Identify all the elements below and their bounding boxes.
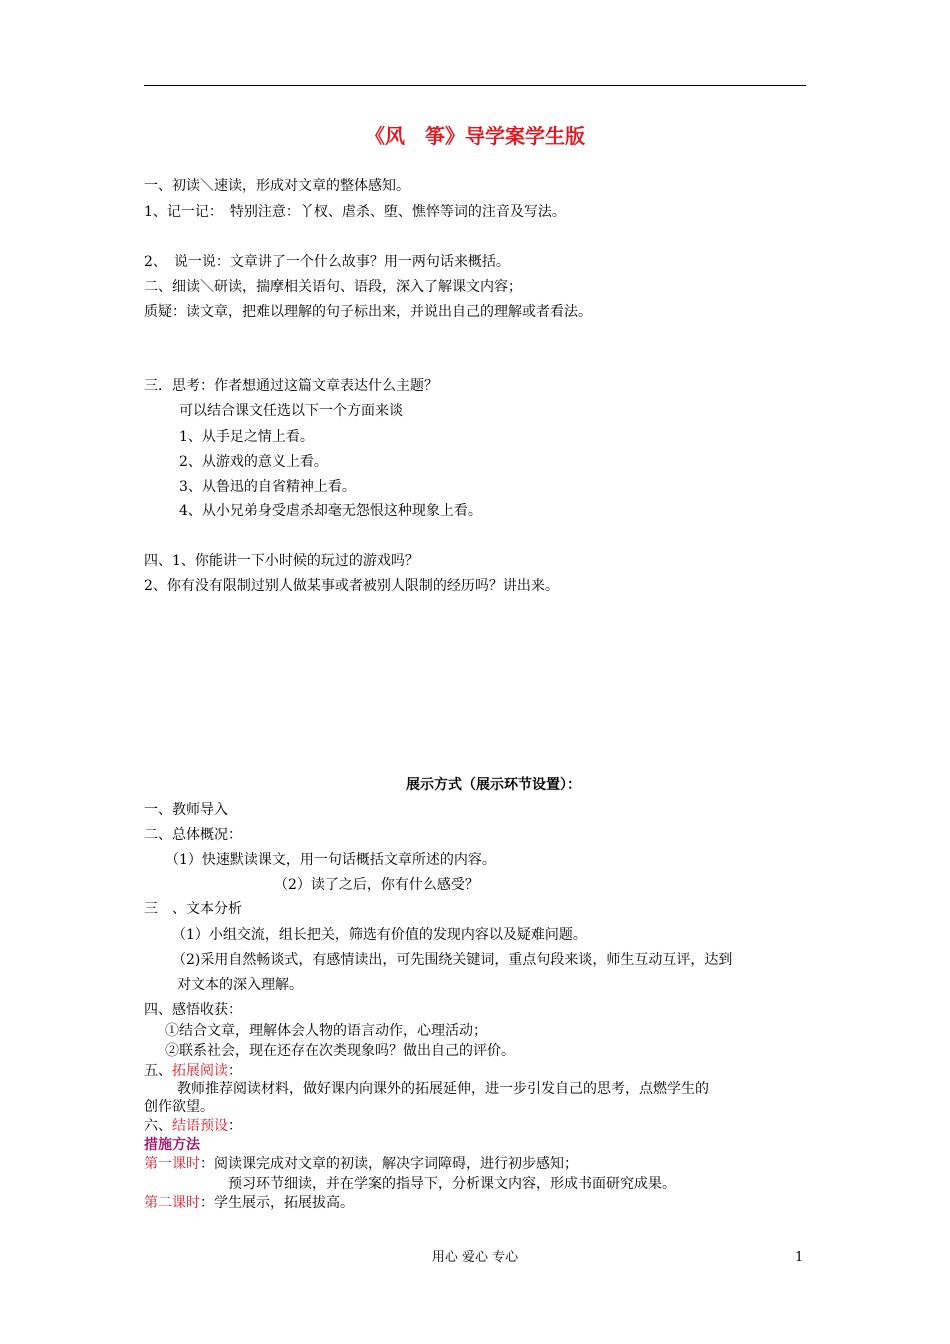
section-3-item: 4、从小兄弟身受虐杀却毫无怨恨这种现象上看。 [179,503,482,519]
display-step-3b: （2)采用自然畅谈式，有感情读出，可先围绕关键词，重点句段来谈，师生互动互评，达到 [172,952,733,968]
lesson-2-label: 第二课时 [144,1195,200,1211]
section-3-item: 1、从手足之情上看。 [179,429,314,445]
section-3-intro: 可以结合课文任选以下一个方面来谈 [179,403,403,419]
display-step-2b: （2）读了之后，你有什么感受？ [274,877,479,893]
section-1-item-1: 1、记一记： 特别注意：丫杈、虐杀、堕、憔悴等词的注音及写法。 [144,204,566,220]
header-rule [144,85,806,86]
section-1-item-2: 2、 说一说：文章讲了一个什么故事？用一两句话来概括。 [144,254,510,270]
display-step-3: 三 、文本分析 [144,901,242,917]
lesson-1-text-continued: 预习环节细读，并在学案的指导下，分析课文内容，形成书面研究成果。 [228,1176,676,1192]
display-step-2: 二、总体概况： [144,827,242,843]
display-step-6 [144,1117,242,1135]
lesson-1-text: ：阅读课完成对文章的初读，解决字词障碍，进行初步感知； [200,1156,578,1172]
display-section-title: 展示方式（展示环节设置）： [406,777,581,793]
display-step-4: 四、感悟收获： [144,1002,242,1018]
section-2-question: 质疑：读文章，把难以理解的句子标出来，并说出自己的理解或者看法。 [144,304,592,320]
section-4-question-1: 四、1、你能讲一下小时候的玩过的游戏吗？ [144,553,419,569]
measures-heading: 措施方法 [144,1137,200,1153]
display-step-5 [144,1062,242,1080]
section-2-heading: 二、细读＼研读，揣摩相关语句、语段，深入了解课文内容； [144,279,522,295]
display-step-4b: ②联系社会，现在还存在次类现象吗？做出自己的评价。 [165,1043,515,1059]
display-step-3a: （1）小组交流，组长把关，筛选有价值的发现内容以及疑难问题。 [172,927,587,943]
display-step-4a: ①结合文章，理解体会人物的语言动作，心理活动； [165,1023,487,1039]
extended-reading-label: 拓展阅读 [172,1063,228,1079]
section-1-heading: 一、初读＼速读，形成对文章的整体感知。 [144,178,410,194]
display-step-2a: （1）快速默读课文，用一句话概括文章所述的内容。 [165,852,496,868]
lesson-2-line [144,1194,354,1212]
footer-slogan: 用心 爱心 专心 [431,1250,519,1265]
step-6-colon: ： [228,1118,242,1134]
section-3-item: 2、从游戏的意义上看。 [179,454,328,470]
section-3-item: 3、从鲁迅的自省精神上看。 [179,479,356,495]
display-step-1: 一、教师导入 [144,802,228,818]
page-number: 1 [795,1250,804,1265]
lesson-1-label: 第一课时 [144,1156,200,1172]
display-step-3b-continued: 对文本的深入理解。 [177,977,303,993]
extended-reading-body-continued: 创作欲望。 [144,1099,214,1115]
page-title: 《风 筝》导学案学生版 [365,124,585,148]
section-3-heading: 三．思考：作者想通过这篇文章表达什么主题？ [144,378,438,394]
section-4-question-2: 2、你有没有限制过别人做某事或者被别人限制的经历吗？讲出来。 [144,578,559,594]
lesson-1-line [144,1155,578,1173]
step-6-prefix: 六、 [144,1118,172,1134]
closing-remarks-label: 结语预设 [172,1118,228,1134]
step-5-colon: ： [228,1063,242,1079]
step-5-prefix: 五、 [144,1063,172,1079]
lesson-2-text: ：学生展示，拓展拔高。 [200,1195,354,1211]
extended-reading-body: 教师推荐阅读材料，做好课内向课外的拓展延伸，进一步引发自己的思考，点燃学生的 [177,1081,709,1097]
